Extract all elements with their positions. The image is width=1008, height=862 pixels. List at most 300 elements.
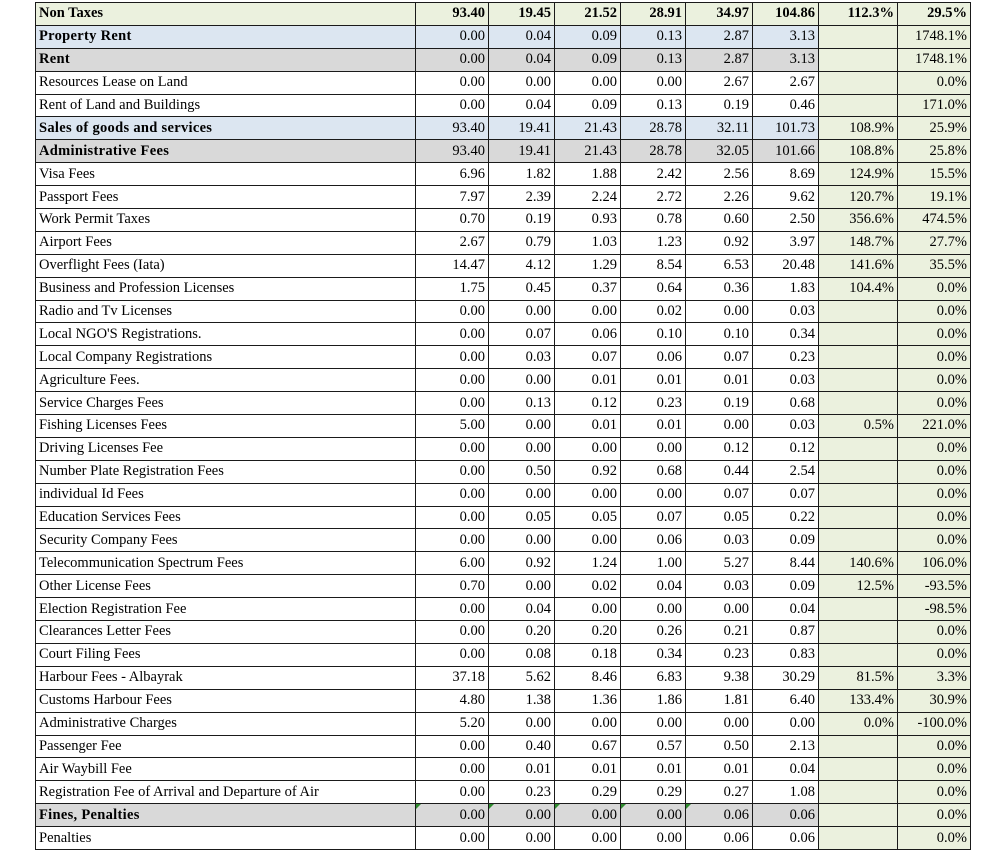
percent-cell-b[interactable]: -98.5% bbox=[898, 598, 971, 621]
value-cell[interactable]: 0.68 bbox=[753, 392, 819, 415]
row-label[interactable]: Fines, Penalties bbox=[36, 804, 416, 827]
value-cell[interactable]: 8.69 bbox=[753, 163, 819, 186]
percent-cell-b[interactable]: 0.0% bbox=[898, 506, 971, 529]
row-label[interactable]: Local NGO'S Registrations. bbox=[36, 323, 416, 346]
value-cell[interactable]: 0.78 bbox=[621, 209, 686, 232]
value-cell[interactable]: 32.05 bbox=[686, 140, 753, 163]
value-cell[interactable]: 19.41 bbox=[489, 117, 555, 140]
value-cell[interactable]: 0.67 bbox=[555, 735, 621, 758]
row-label[interactable]: Penalties bbox=[36, 827, 416, 850]
value-cell[interactable]: 0.00 bbox=[416, 827, 489, 850]
percent-cell-a[interactable]: 356.6% bbox=[819, 209, 898, 232]
value-cell[interactable]: 0.60 bbox=[686, 209, 753, 232]
value-cell[interactable]: 8.46 bbox=[555, 666, 621, 689]
percent-cell-a[interactable]: 112.3% bbox=[819, 3, 898, 26]
value-cell[interactable]: 2.13 bbox=[753, 735, 819, 758]
value-cell[interactable]: 0.00 bbox=[416, 735, 489, 758]
value-cell[interactable]: 0.18 bbox=[555, 643, 621, 666]
value-cell[interactable]: 4.80 bbox=[416, 689, 489, 712]
value-cell[interactable]: 0.09 bbox=[753, 529, 819, 552]
percent-cell-b[interactable]: 30.9% bbox=[898, 689, 971, 712]
value-cell[interactable]: 0.45 bbox=[489, 277, 555, 300]
value-cell[interactable]: 9.38 bbox=[686, 666, 753, 689]
value-cell[interactable]: 0.79 bbox=[489, 231, 555, 254]
value-cell[interactable]: 5.20 bbox=[416, 712, 489, 735]
row-label[interactable]: Air Waybill Fee bbox=[36, 758, 416, 781]
value-cell[interactable]: 7.97 bbox=[416, 186, 489, 209]
percent-cell-b[interactable]: 0.0% bbox=[898, 483, 971, 506]
value-cell[interactable]: 1.88 bbox=[555, 163, 621, 186]
value-cell[interactable]: 0.04 bbox=[753, 598, 819, 621]
value-cell[interactable]: 0.06 bbox=[686, 827, 753, 850]
value-cell[interactable]: 6.53 bbox=[686, 254, 753, 277]
value-cell[interactable]: 0.05 bbox=[686, 506, 753, 529]
value-cell[interactable]: 3.13 bbox=[753, 25, 819, 48]
value-cell[interactable]: 0.00 bbox=[753, 712, 819, 735]
value-cell[interactable]: 3.97 bbox=[753, 231, 819, 254]
value-cell[interactable]: 0.00 bbox=[686, 598, 753, 621]
value-cell[interactable]: 0.02 bbox=[555, 575, 621, 598]
value-cell[interactable]: 0.07 bbox=[686, 483, 753, 506]
value-cell[interactable]: 14.47 bbox=[416, 254, 489, 277]
value-cell[interactable]: 0.00 bbox=[416, 48, 489, 71]
value-cell[interactable]: 0.23 bbox=[621, 392, 686, 415]
value-cell[interactable]: 0.13 bbox=[621, 94, 686, 117]
percent-cell-b[interactable]: 15.5% bbox=[898, 163, 971, 186]
value-cell[interactable]: 0.23 bbox=[686, 643, 753, 666]
percent-cell-b[interactable]: 0.0% bbox=[898, 460, 971, 483]
value-cell[interactable]: 0.03 bbox=[753, 300, 819, 323]
percent-cell-b[interactable]: 0.0% bbox=[898, 529, 971, 552]
value-cell[interactable]: 1.81 bbox=[686, 689, 753, 712]
value-cell[interactable]: 0.07 bbox=[686, 346, 753, 369]
value-cell[interactable]: 0.00 bbox=[416, 529, 489, 552]
percent-cell-a[interactable]: 108.8% bbox=[819, 140, 898, 163]
value-cell[interactable]: 0.27 bbox=[686, 781, 753, 804]
value-cell[interactable]: 2.87 bbox=[686, 25, 753, 48]
value-cell[interactable]: 0.00 bbox=[555, 437, 621, 460]
value-cell[interactable]: 0.87 bbox=[753, 621, 819, 644]
value-cell[interactable]: 0.00 bbox=[416, 758, 489, 781]
value-cell[interactable]: 0.92 bbox=[555, 460, 621, 483]
value-cell[interactable]: 6.00 bbox=[416, 552, 489, 575]
value-cell[interactable]: 0.57 bbox=[621, 735, 686, 758]
value-cell[interactable]: 0.00 bbox=[555, 827, 621, 850]
value-cell[interactable]: 0.00 bbox=[416, 483, 489, 506]
value-cell[interactable]: 2.39 bbox=[489, 186, 555, 209]
row-label[interactable]: Election Registration Fee bbox=[36, 598, 416, 621]
value-cell[interactable]: 0.06 bbox=[621, 346, 686, 369]
value-cell[interactable]: 1.83 bbox=[753, 277, 819, 300]
value-cell[interactable]: 0.06 bbox=[555, 323, 621, 346]
percent-cell-b[interactable]: 0.0% bbox=[898, 781, 971, 804]
value-cell[interactable]: 0.04 bbox=[489, 48, 555, 71]
value-cell[interactable]: 0.20 bbox=[489, 621, 555, 644]
value-cell[interactable]: 93.40 bbox=[416, 140, 489, 163]
value-cell[interactable]: 6.96 bbox=[416, 163, 489, 186]
value-cell[interactable]: 0.00 bbox=[416, 781, 489, 804]
percent-cell-b[interactable]: -100.0% bbox=[898, 712, 971, 735]
percent-cell-b[interactable]: 0.0% bbox=[898, 392, 971, 415]
row-label[interactable]: Local Company Registrations bbox=[36, 346, 416, 369]
value-cell[interactable]: 0.08 bbox=[489, 643, 555, 666]
value-cell[interactable]: 0.06 bbox=[621, 529, 686, 552]
percent-cell-a[interactable] bbox=[819, 506, 898, 529]
value-cell[interactable]: 0.00 bbox=[621, 598, 686, 621]
value-cell[interactable]: 0.29 bbox=[555, 781, 621, 804]
value-cell[interactable]: 21.43 bbox=[555, 140, 621, 163]
value-cell[interactable]: 0.05 bbox=[555, 506, 621, 529]
value-cell[interactable]: 0.07 bbox=[555, 346, 621, 369]
value-cell[interactable]: 0.21 bbox=[686, 621, 753, 644]
row-label[interactable]: Resources Lease on Land bbox=[36, 71, 416, 94]
percent-cell-a[interactable] bbox=[819, 369, 898, 392]
percent-cell-b[interactable]: 3.3% bbox=[898, 666, 971, 689]
value-cell[interactable]: 104.86 bbox=[753, 3, 819, 26]
row-label[interactable]: Administrative Charges bbox=[36, 712, 416, 735]
percent-cell-b[interactable]: 221.0% bbox=[898, 415, 971, 438]
value-cell[interactable]: 101.73 bbox=[753, 117, 819, 140]
value-cell[interactable]: 0.00 bbox=[621, 483, 686, 506]
row-label[interactable]: Property Rent bbox=[36, 25, 416, 48]
value-cell[interactable]: 0.04 bbox=[753, 758, 819, 781]
value-cell[interactable]: 0.34 bbox=[753, 323, 819, 346]
percent-cell-a[interactable] bbox=[819, 804, 898, 827]
percent-cell-b[interactable]: 0.0% bbox=[898, 323, 971, 346]
value-cell[interactable]: 2.56 bbox=[686, 163, 753, 186]
value-cell[interactable]: 0.03 bbox=[753, 369, 819, 392]
value-cell[interactable]: 0.00 bbox=[621, 71, 686, 94]
value-cell[interactable]: 0.00 bbox=[555, 300, 621, 323]
value-cell[interactable]: 0.00 bbox=[555, 483, 621, 506]
value-cell[interactable]: 0.50 bbox=[686, 735, 753, 758]
value-cell[interactable]: 0.83 bbox=[753, 643, 819, 666]
value-cell[interactable]: 0.13 bbox=[621, 25, 686, 48]
percent-cell-a[interactable]: 141.6% bbox=[819, 254, 898, 277]
value-cell[interactable]: 5.27 bbox=[686, 552, 753, 575]
percent-cell-b[interactable]: 171.0% bbox=[898, 94, 971, 117]
row-label[interactable]: Telecommunication Spectrum Fees bbox=[36, 552, 416, 575]
value-cell[interactable]: 0.00 bbox=[416, 369, 489, 392]
value-cell[interactable]: 0.06 bbox=[753, 827, 819, 850]
value-cell[interactable]: 0.19 bbox=[686, 392, 753, 415]
value-cell[interactable]: 0.10 bbox=[686, 323, 753, 346]
row-label[interactable]: Rent of Land and Buildings bbox=[36, 94, 416, 117]
value-cell[interactable]: 0.00 bbox=[489, 300, 555, 323]
value-cell[interactable]: 0.00 bbox=[621, 437, 686, 460]
value-cell[interactable]: 1.08 bbox=[753, 781, 819, 804]
value-cell[interactable]: 1.29 bbox=[555, 254, 621, 277]
value-cell[interactable]: 0.01 bbox=[686, 758, 753, 781]
percent-cell-a[interactable] bbox=[819, 483, 898, 506]
row-label[interactable]: individual Id Fees bbox=[36, 483, 416, 506]
value-cell[interactable]: 93.40 bbox=[416, 117, 489, 140]
value-cell[interactable]: 0.05 bbox=[489, 506, 555, 529]
percent-cell-b[interactable]: 0.0% bbox=[898, 277, 971, 300]
row-label[interactable]: Passport Fees bbox=[36, 186, 416, 209]
percent-cell-a[interactable]: 133.4% bbox=[819, 689, 898, 712]
row-label[interactable]: Harbour Fees - Albayrak bbox=[36, 666, 416, 689]
value-cell[interactable]: 0.00 bbox=[416, 621, 489, 644]
value-cell[interactable]: 0.00 bbox=[621, 827, 686, 850]
percent-cell-b[interactable]: 0.0% bbox=[898, 621, 971, 644]
percent-cell-a[interactable] bbox=[819, 781, 898, 804]
row-label[interactable]: Visa Fees bbox=[36, 163, 416, 186]
value-cell[interactable]: 0.00 bbox=[555, 712, 621, 735]
row-label[interactable]: Registration Fee of Arrival and Departure of Air bbox=[36, 781, 416, 804]
row-label[interactable]: Administrative Fees bbox=[36, 140, 416, 163]
value-cell[interactable]: 0.00 bbox=[416, 346, 489, 369]
value-cell[interactable]: 21.43 bbox=[555, 117, 621, 140]
value-cell[interactable]: 0.01 bbox=[489, 758, 555, 781]
value-cell[interactable]: 0.68 bbox=[621, 460, 686, 483]
row-label[interactable]: Clearances Letter Fees bbox=[36, 621, 416, 644]
percent-cell-a[interactable] bbox=[819, 643, 898, 666]
value-cell[interactable]: 2.42 bbox=[621, 163, 686, 186]
row-label[interactable]: Airport Fees bbox=[36, 231, 416, 254]
value-cell[interactable]: 1.82 bbox=[489, 163, 555, 186]
value-cell[interactable]: 0.50 bbox=[489, 460, 555, 483]
percent-cell-b[interactable]: -93.5% bbox=[898, 575, 971, 598]
value-cell[interactable]: 34.97 bbox=[686, 3, 753, 26]
value-cell[interactable]: 4.12 bbox=[489, 254, 555, 277]
value-cell[interactable]: 19.41 bbox=[489, 140, 555, 163]
percent-cell-b[interactable]: 1748.1% bbox=[898, 48, 971, 71]
value-cell[interactable]: 0.00 bbox=[621, 712, 686, 735]
value-cell[interactable]: 30.29 bbox=[753, 666, 819, 689]
value-cell[interactable]: 0.00 bbox=[489, 575, 555, 598]
value-cell[interactable]: 0.20 bbox=[555, 621, 621, 644]
value-cell[interactable]: 3.13 bbox=[753, 48, 819, 71]
value-cell[interactable]: 0.00 bbox=[489, 827, 555, 850]
value-cell[interactable]: 93.40 bbox=[416, 3, 489, 26]
value-cell[interactable]: 0.00 bbox=[686, 712, 753, 735]
value-cell[interactable]: 0.06 bbox=[686, 804, 753, 827]
value-cell[interactable]: 0.92 bbox=[489, 552, 555, 575]
value-cell[interactable]: 0.00 bbox=[686, 415, 753, 438]
percent-cell-a[interactable] bbox=[819, 300, 898, 323]
percent-cell-a[interactable] bbox=[819, 25, 898, 48]
value-cell[interactable]: 0.00 bbox=[416, 25, 489, 48]
value-cell[interactable]: 0.00 bbox=[416, 460, 489, 483]
value-cell[interactable]: 2.50 bbox=[753, 209, 819, 232]
percent-cell-a[interactable] bbox=[819, 437, 898, 460]
value-cell[interactable]: 0.03 bbox=[686, 575, 753, 598]
percent-cell-a[interactable] bbox=[819, 346, 898, 369]
row-label[interactable]: Other License Fees bbox=[36, 575, 416, 598]
value-cell[interactable]: 0.00 bbox=[555, 71, 621, 94]
value-cell[interactable]: 1.03 bbox=[555, 231, 621, 254]
value-cell[interactable]: 0.00 bbox=[416, 71, 489, 94]
value-cell[interactable]: 0.00 bbox=[489, 483, 555, 506]
value-cell[interactable]: 1.00 bbox=[621, 552, 686, 575]
percent-cell-a[interactable]: 148.7% bbox=[819, 231, 898, 254]
value-cell[interactable]: 0.29 bbox=[621, 781, 686, 804]
row-label[interactable]: Customs Harbour Fees bbox=[36, 689, 416, 712]
percent-cell-a[interactable] bbox=[819, 48, 898, 71]
percent-cell-a[interactable] bbox=[819, 735, 898, 758]
row-label[interactable]: Agriculture Fees. bbox=[36, 369, 416, 392]
value-cell[interactable]: 2.26 bbox=[686, 186, 753, 209]
value-cell[interactable]: 0.00 bbox=[489, 369, 555, 392]
value-cell[interactable]: 8.54 bbox=[621, 254, 686, 277]
value-cell[interactable]: 0.09 bbox=[555, 48, 621, 71]
value-cell[interactable]: 0.34 bbox=[621, 643, 686, 666]
value-cell[interactable]: 0.23 bbox=[753, 346, 819, 369]
percent-cell-a[interactable]: 120.7% bbox=[819, 186, 898, 209]
percent-cell-b[interactable]: 0.0% bbox=[898, 643, 971, 666]
value-cell[interactable]: 2.24 bbox=[555, 186, 621, 209]
percent-cell-b[interactable]: 19.1% bbox=[898, 186, 971, 209]
value-cell[interactable]: 0.70 bbox=[416, 575, 489, 598]
percent-cell-a[interactable] bbox=[819, 323, 898, 346]
value-cell[interactable]: 0.26 bbox=[621, 621, 686, 644]
row-label[interactable]: Fishing Licenses Fees bbox=[36, 415, 416, 438]
value-cell[interactable]: 0.09 bbox=[753, 575, 819, 598]
percent-cell-b[interactable]: 0.0% bbox=[898, 735, 971, 758]
value-cell[interactable]: 0.06 bbox=[753, 804, 819, 827]
value-cell[interactable]: 0.02 bbox=[621, 300, 686, 323]
value-cell[interactable]: 0.01 bbox=[621, 758, 686, 781]
row-label[interactable]: Rent bbox=[36, 48, 416, 71]
percent-cell-b[interactable]: 27.7% bbox=[898, 231, 971, 254]
percent-cell-a[interactable] bbox=[819, 94, 898, 117]
value-cell[interactable]: 0.00 bbox=[555, 529, 621, 552]
value-cell[interactable]: 28.78 bbox=[621, 117, 686, 140]
value-cell[interactable]: 0.01 bbox=[621, 369, 686, 392]
value-cell[interactable]: 1.75 bbox=[416, 277, 489, 300]
value-cell[interactable]: 0.10 bbox=[621, 323, 686, 346]
value-cell[interactable]: 1.38 bbox=[489, 689, 555, 712]
percent-cell-b[interactable]: 0.0% bbox=[898, 369, 971, 392]
value-cell[interactable]: 0.12 bbox=[686, 437, 753, 460]
value-cell[interactable]: 0.00 bbox=[489, 71, 555, 94]
row-label[interactable]: Court Filing Fees bbox=[36, 643, 416, 666]
value-cell[interactable]: 0.00 bbox=[416, 506, 489, 529]
value-cell[interactable]: 5.00 bbox=[416, 415, 489, 438]
value-cell[interactable]: 0.04 bbox=[489, 598, 555, 621]
row-label[interactable]: Number Plate Registration Fees bbox=[36, 460, 416, 483]
value-cell[interactable]: 0.40 bbox=[489, 735, 555, 758]
percent-cell-b[interactable]: 474.5% bbox=[898, 209, 971, 232]
value-cell[interactable]: 0.00 bbox=[555, 598, 621, 621]
row-label[interactable]: Education Services Fees bbox=[36, 506, 416, 529]
value-cell[interactable]: 0.00 bbox=[416, 392, 489, 415]
row-label[interactable]: Non Taxes bbox=[36, 3, 416, 26]
value-cell[interactable]: 0.03 bbox=[489, 346, 555, 369]
value-cell[interactable]: 0.00 bbox=[416, 804, 489, 827]
percent-cell-b[interactable]: 0.0% bbox=[898, 804, 971, 827]
value-cell[interactable]: 2.67 bbox=[416, 231, 489, 254]
percent-cell-b[interactable]: 29.5% bbox=[898, 3, 971, 26]
row-label[interactable]: Security Company Fees bbox=[36, 529, 416, 552]
row-label[interactable]: Driving Licenses Fee bbox=[36, 437, 416, 460]
percent-cell-b[interactable]: 0.0% bbox=[898, 346, 971, 369]
value-cell[interactable]: 0.22 bbox=[753, 506, 819, 529]
value-cell[interactable]: 0.09 bbox=[555, 25, 621, 48]
percent-cell-a[interactable] bbox=[819, 460, 898, 483]
value-cell[interactable]: 0.36 bbox=[686, 277, 753, 300]
value-cell[interactable]: 0.44 bbox=[686, 460, 753, 483]
value-cell[interactable]: 1.36 bbox=[555, 689, 621, 712]
value-cell[interactable]: 0.03 bbox=[686, 529, 753, 552]
row-label[interactable]: Overflight Fees (Iata) bbox=[36, 254, 416, 277]
value-cell[interactable]: 0.00 bbox=[489, 415, 555, 438]
value-cell[interactable]: 2.67 bbox=[686, 71, 753, 94]
percent-cell-a[interactable]: 140.6% bbox=[819, 552, 898, 575]
percent-cell-b[interactable]: 0.0% bbox=[898, 437, 971, 460]
row-label[interactable]: Passenger Fee bbox=[36, 735, 416, 758]
value-cell[interactable]: 0.00 bbox=[416, 437, 489, 460]
value-cell[interactable]: 0.00 bbox=[489, 529, 555, 552]
percent-cell-b[interactable]: 25.8% bbox=[898, 140, 971, 163]
value-cell[interactable]: 0.37 bbox=[555, 277, 621, 300]
percent-cell-b[interactable]: 35.5% bbox=[898, 254, 971, 277]
row-label[interactable]: Sales of goods and services bbox=[36, 117, 416, 140]
value-cell[interactable]: 0.00 bbox=[416, 94, 489, 117]
value-cell[interactable]: 8.44 bbox=[753, 552, 819, 575]
value-cell[interactable]: 32.11 bbox=[686, 117, 753, 140]
value-cell[interactable]: 20.48 bbox=[753, 254, 819, 277]
value-cell[interactable]: 1.24 bbox=[555, 552, 621, 575]
percent-cell-a[interactable]: 0.5% bbox=[819, 415, 898, 438]
percent-cell-a[interactable] bbox=[819, 529, 898, 552]
value-cell[interactable]: 0.07 bbox=[489, 323, 555, 346]
value-cell[interactable]: 2.54 bbox=[753, 460, 819, 483]
value-cell[interactable]: 0.12 bbox=[555, 392, 621, 415]
value-cell[interactable]: 0.01 bbox=[555, 369, 621, 392]
value-cell[interactable]: 28.91 bbox=[621, 3, 686, 26]
row-label[interactable]: Service Charges Fees bbox=[36, 392, 416, 415]
value-cell[interactable]: 0.13 bbox=[621, 48, 686, 71]
value-cell[interactable]: 0.00 bbox=[416, 598, 489, 621]
value-cell[interactable]: 1.23 bbox=[621, 231, 686, 254]
percent-cell-b[interactable]: 0.0% bbox=[898, 827, 971, 850]
value-cell[interactable]: 0.46 bbox=[753, 94, 819, 117]
value-cell[interactable]: 0.00 bbox=[489, 712, 555, 735]
value-cell[interactable]: 28.78 bbox=[621, 140, 686, 163]
value-cell[interactable]: 21.52 bbox=[555, 3, 621, 26]
value-cell[interactable]: 0.00 bbox=[489, 804, 555, 827]
value-cell[interactable]: 9.62 bbox=[753, 186, 819, 209]
value-cell[interactable]: 0.00 bbox=[686, 300, 753, 323]
value-cell[interactable]: 0.01 bbox=[555, 415, 621, 438]
value-cell[interactable]: 6.40 bbox=[753, 689, 819, 712]
percent-cell-a[interactable]: 12.5% bbox=[819, 575, 898, 598]
percent-cell-b[interactable]: 106.0% bbox=[898, 552, 971, 575]
value-cell[interactable]: 0.19 bbox=[686, 94, 753, 117]
value-cell[interactable]: 0.13 bbox=[489, 392, 555, 415]
percent-cell-b[interactable]: 0.0% bbox=[898, 758, 971, 781]
value-cell[interactable]: 0.03 bbox=[753, 415, 819, 438]
value-cell[interactable]: 0.04 bbox=[621, 575, 686, 598]
value-cell[interactable]: 0.12 bbox=[753, 437, 819, 460]
percent-cell-a[interactable]: 108.9% bbox=[819, 117, 898, 140]
percent-cell-b[interactable]: 0.0% bbox=[898, 300, 971, 323]
row-label[interactable]: Radio and Tv Licenses bbox=[36, 300, 416, 323]
percent-cell-a[interactable]: 81.5% bbox=[819, 666, 898, 689]
value-cell[interactable]: 0.04 bbox=[489, 94, 555, 117]
percent-cell-a[interactable] bbox=[819, 598, 898, 621]
percent-cell-a[interactable] bbox=[819, 827, 898, 850]
value-cell[interactable]: 0.00 bbox=[621, 804, 686, 827]
percent-cell-a[interactable] bbox=[819, 621, 898, 644]
percent-cell-b[interactable]: 25.9% bbox=[898, 117, 971, 140]
percent-cell-b[interactable]: 1748.1% bbox=[898, 25, 971, 48]
value-cell[interactable]: 0.93 bbox=[555, 209, 621, 232]
value-cell[interactable]: 0.92 bbox=[686, 231, 753, 254]
value-cell[interactable]: 2.67 bbox=[753, 71, 819, 94]
